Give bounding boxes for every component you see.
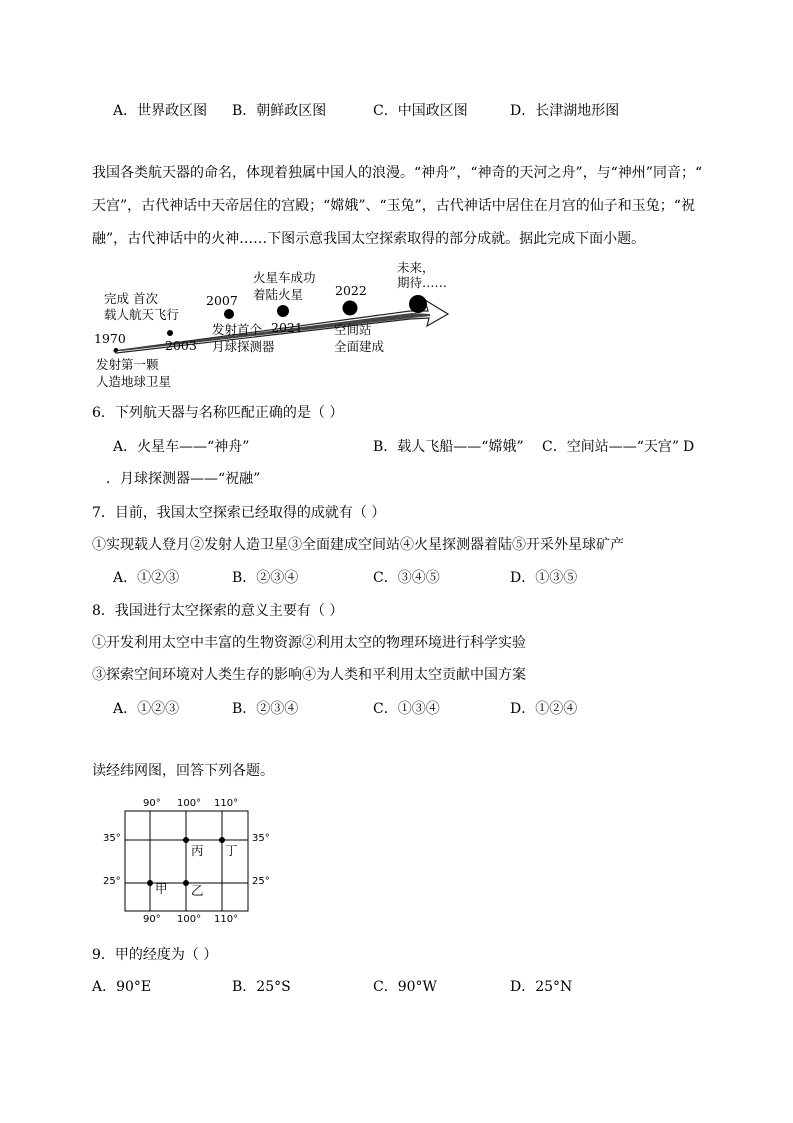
q6-option-b: B．载人飞船——“嫦娥” bbox=[373, 439, 524, 455]
q8-items-2: ③探索空间环境对人类生存的影响④为人类和平利用太空贡献中国方案 bbox=[92, 667, 526, 683]
bottom-label-90: 90° bbox=[143, 914, 161, 925]
top-label-110: 110° bbox=[214, 798, 239, 809]
q8-option-b: B．②③④ bbox=[232, 701, 299, 717]
tl-event-2021-a: 火星车成功 bbox=[253, 270, 316, 285]
top-label-90: 90° bbox=[143, 798, 161, 809]
point-bing bbox=[183, 837, 189, 843]
q9-stem: 9．甲的经度为（ ） bbox=[92, 947, 218, 963]
tl-event-1970-a: 发射第一颗 bbox=[96, 357, 159, 372]
q9-option-a: A．90°E bbox=[92, 979, 152, 995]
q9-option-d: D．25°N bbox=[510, 979, 573, 995]
q5-option-c: C．中国政区图 bbox=[373, 103, 468, 119]
tl-event-2003-b: 载人航天飞行 bbox=[104, 307, 180, 322]
q8-stem: 8．我国进行太空探索的意义主要有（ ） bbox=[92, 603, 344, 619]
left-label-35: 35° bbox=[103, 833, 121, 844]
tl-event-2021-b: 着陆火星 bbox=[253, 287, 304, 302]
q7-stem: 7．目前，我国太空探索已经取得的成就有（ ） bbox=[92, 505, 386, 521]
q7-option-c: C．③④⑤ bbox=[373, 570, 440, 586]
tl-event-1970-b: 人造地球卫星 bbox=[96, 374, 172, 389]
q5-option-a: A．世界政区图 bbox=[113, 103, 208, 119]
tl-event-2022-a: 空间站 bbox=[334, 322, 372, 337]
q7-option-d: D．①③⑤ bbox=[510, 570, 578, 586]
q8-items-1: ①开发利用太空中丰富的生物资源②利用太空的物理环境进行科学实验 bbox=[92, 635, 526, 651]
q8-option-a: A．①②③ bbox=[113, 701, 180, 717]
q9-option-c: C．90°W bbox=[373, 979, 437, 995]
label-yi: 乙 bbox=[191, 883, 204, 898]
point-jia bbox=[147, 880, 153, 886]
tl-year-2007: 2007 bbox=[206, 293, 238, 308]
tl-year-2022: 2022 bbox=[335, 283, 367, 298]
q9-option-b: B．25°S bbox=[232, 979, 291, 995]
q5-option-d: D．长津湖地形图 bbox=[510, 103, 620, 119]
q7-option-b: B．②③④ bbox=[232, 570, 299, 586]
top-label-100: 100° bbox=[177, 798, 202, 809]
tl-future-b: 期待…… bbox=[397, 275, 448, 290]
bottom-label-100: 100° bbox=[177, 914, 202, 925]
grid-intro: 读经纬网图，回答下列各题。 bbox=[92, 763, 274, 779]
label-ding: 丁 bbox=[225, 843, 238, 858]
q6-option-a: A．火星车——“神舟” bbox=[113, 439, 250, 455]
tl-year-1970: 1970 bbox=[94, 331, 126, 346]
right-label-25: 25° bbox=[252, 876, 270, 887]
q5-option-b: B．朝鲜政区图 bbox=[232, 103, 327, 119]
tl-event-2007-b: 月球探测器 bbox=[212, 339, 275, 354]
q8-option-d: D．①②④ bbox=[510, 701, 578, 717]
tl-year-2021: 2021 bbox=[271, 320, 303, 335]
tl-future-a: 未来， bbox=[397, 260, 435, 275]
q7-items: ①实现载人登月②发射人造卫星③全面建成空间站④火星探测器着陆⑤开采外星球矿产 bbox=[92, 537, 624, 553]
bottom-label-110: 110° bbox=[214, 914, 239, 925]
q7-option-a: A．①②③ bbox=[113, 570, 180, 586]
q6-option-d: ．月球探测器——“祝融” bbox=[106, 471, 261, 487]
tl-event-2022-b: 全面建成 bbox=[334, 339, 385, 354]
passage-line-1: 我国各类航天器的命名，体现着独属中国人的浪漫。“神舟”，“神奇的天河之舟”，与“神州”同音；“ bbox=[92, 165, 703, 181]
label-jia: 甲 bbox=[155, 881, 168, 896]
tl-event-2007-a: 发射首个 bbox=[212, 322, 263, 337]
passage-line-2: 天宫”，古代神话中天帝居住的宫殿；“嫦娥”、“玉兔”，古代神话中居住在月宫的仙子和玉兔；“祝 bbox=[92, 198, 695, 214]
q6-option-d-letter: D bbox=[683, 439, 695, 455]
q8-option-c: C．①③④ bbox=[373, 701, 440, 717]
point-yi bbox=[183, 880, 189, 886]
passage-line-3: 融”，古代神话中的火神……下图示意我国太空探索取得的部分成就。据此完成下面小题。 bbox=[92, 231, 646, 247]
tl-event-2003-a: 完成 首次 bbox=[104, 291, 158, 306]
q6-option-c: C．空间站——“天宫” bbox=[542, 439, 680, 455]
q6-stem: 6．下列航天器与名称匹配正确的是（ ） bbox=[92, 405, 344, 421]
right-label-35: 35° bbox=[252, 833, 270, 844]
left-label-25: 25° bbox=[103, 876, 121, 887]
tl-year-2003: 2003 bbox=[165, 338, 197, 353]
label-bing: 丙 bbox=[191, 843, 204, 858]
